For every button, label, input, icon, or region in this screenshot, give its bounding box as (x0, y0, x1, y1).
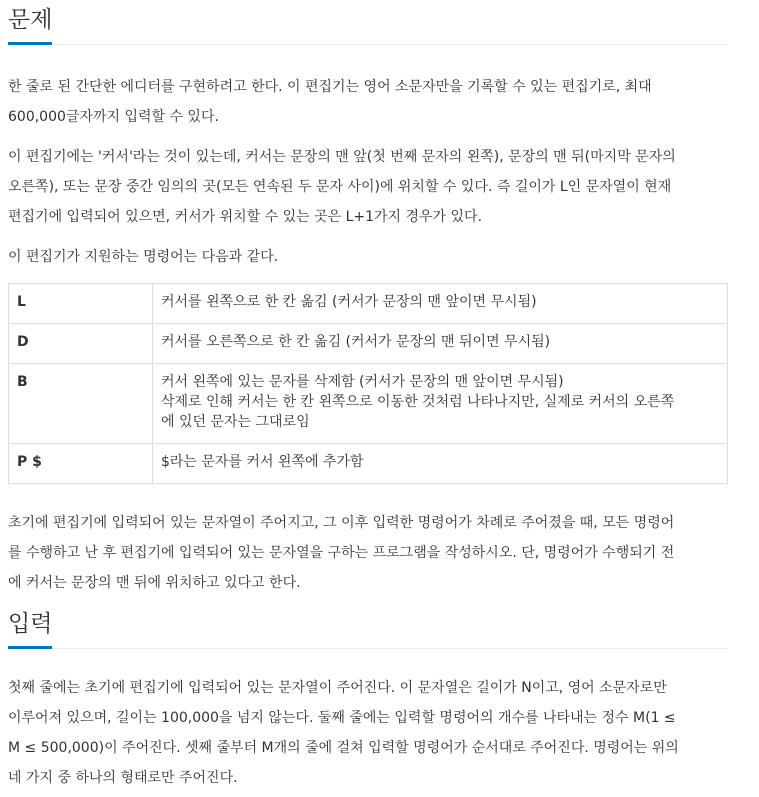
command-key: B (9, 364, 153, 444)
desc-line: 삭제로 인해 커서는 한 칸 왼쪽으로 이동한 것처럼 나타나지만, 실제로 커서의 오른쪽 (161, 394, 675, 410)
text-line: 초기에 편집기에 입력되어 있는 문자열이 주어지고, 그 이후 입력한 명령어가 차례로 주어졌을 때, 모든 명령어 (8, 515, 675, 531)
text-line: M ≤ 500,000)이 주어진다. 셋째 줄부터 M개의 줄에 걸쳐 입력할 명령어가 순서대로 주어진다. 명령어는 위의 (8, 740, 679, 756)
input-title: 입력 (8, 610, 52, 649)
problem-paragraph-1 (8, 72, 728, 132)
problem-paragraph-2 (8, 142, 728, 232)
problem-paragraph-3: 이 편집기가 지원하는 명령어는 다음과 같다. (8, 249, 279, 265)
command-table (8, 283, 728, 484)
text-line: 를 수행하고 난 후 편집기에 입력되어 있는 문자열을 구하는 프로그램을 작성하시오. 단, 명령어가 수행되기 전 (8, 545, 675, 561)
command-desc (153, 364, 728, 444)
command-desc (153, 324, 728, 364)
text-line: 이루어져 있으며, 길이는 100,000을 넘지 않는다. 둘째 줄에는 입력할 명령어의 개수를 나타내는 정수 M(1 ≤ (8, 710, 676, 726)
command-desc (153, 284, 728, 324)
input-header (8, 604, 728, 649)
desc-line: $라는 문자를 커서 왼쪽에 추가함 (161, 454, 364, 470)
problem-header (8, 0, 728, 45)
table-row (9, 444, 728, 484)
text-line: 에 커서는 문장의 맨 뒤에 위치하고 있다고 한다. (8, 575, 301, 591)
desc-line: 커서를 오른쪽으로 한 칸 옮김 (커서가 문장의 맨 뒤이면 무시됨) (161, 334, 551, 350)
table-row (9, 364, 728, 444)
problem-paragraph-4 (8, 508, 728, 598)
command-key: P $ (9, 444, 153, 484)
text-line: 네 가지 중 하나의 형태로만 주어진다. (8, 770, 238, 786)
text-line: 오른쪽), 또는 문장 중간 임의의 곳(모든 연속된 두 문자 사이)에 위치할 수 있다. 즉 길이가 L인 문자열이 현재 (8, 179, 672, 195)
text-line: 이 편집기에는 '커서'라는 것이 있는데, 커서는 문장의 맨 앞(첫 번째 문자의 왼쪽), 문장의 맨 뒤(마지막 문자의 (8, 149, 676, 165)
text-line: 한 줄로 된 간단한 에디터를 구현하려고 한다. 이 편집기는 영어 소문자만을 기록할 수 있는 편집기로, 최대 (8, 79, 652, 95)
problem-title: 문제 (8, 6, 52, 45)
input-paragraph (8, 673, 728, 793)
command-desc (153, 444, 728, 484)
text-line: 600,000글자까지 입력할 수 있다. (8, 109, 219, 125)
text-line: 첫째 줄에는 초기에 편집기에 입력되어 있는 문자열이 주어진다. 이 문자열은 길이가 N이고, 영어 소문자로만 (8, 680, 667, 696)
text-line: 편집기에 입력되어 있으면, 커서가 위치할 수 있는 곳은 L+1가지 경우가 있다. (8, 209, 483, 225)
desc-line: 에 있던 문자는 그대로임 (161, 414, 310, 430)
table-row (9, 284, 728, 324)
command-key: D (9, 324, 153, 364)
table-row (9, 324, 728, 364)
desc-line: 커서를 왼쪽으로 한 칸 옮김 (커서가 문장의 맨 앞이면 무시됨) (161, 294, 537, 310)
command-key: L (9, 284, 153, 324)
desc-line: 커서 왼쪽에 있는 문자를 삭제함 (커서가 문장의 맨 앞이면 무시됨) (161, 374, 564, 390)
